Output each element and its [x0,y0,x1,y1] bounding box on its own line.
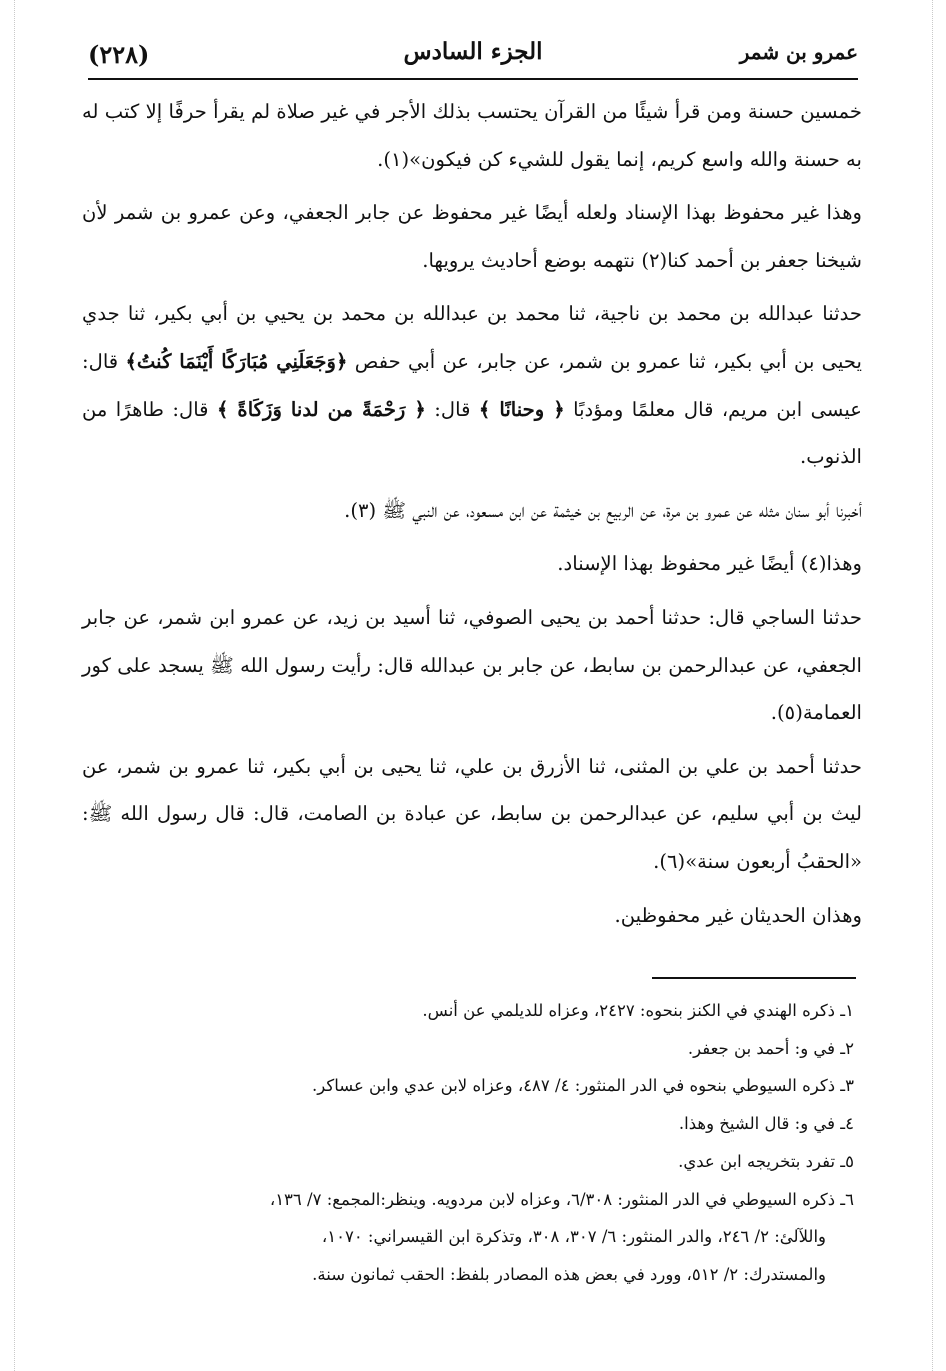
paragraph: حدثنا الساجي قال: حدثنا أحمد بن يحيى الصوفي، ثنا أسيد بن زيد، عن عمرو ابن شمر، عن جابر الجعفي، عن عبدالرحمن بن سابط، عن جابر بن عبدالله قال: رأيت رسول الله ﷺ يسجد على كور العمامة(٥). [82,605,862,725]
footnotes [82,992,854,1294]
page-guide-line [14,0,15,1371]
paragraph: وهذا غير محفوظ بهذا الإسناد ولعله أيضًا غير محفوظ عن جابر الجعفي، وعن عمرو بن شمر لأن شيخنا جعفر بن أحمد كنا(٢) نتهمه بوضع أحاديث يرويها. [82,201,862,272]
footnote: ١ـ ذكره الهندي في الكنز بنحوه: ٢٤٢٧، وعزاه للديلمي عن أنس. [422,1001,854,1020]
paragraph-text: حدثنا عبدالله بن محمد بن ناجية، ثنا محمد بن عبدالله بن محمد بن يحيي بن أبي بكير، ثنا جدي يحيى بن أبي بكير، ثنا عمرو بن شمر، عن جابر، عن أبي حفص [82,302,862,373]
narrator-title: عمرو بن شمر [739,40,858,64]
quran-verse: ﴿ رَحْمَةً من لدنا وَزَكَاةً ﴾ [216,397,426,421]
page-guide-line [932,0,933,1371]
footnote: ٣ـ ذكره السيوطي بنحوه في الدر المنثور: ٤/ ٤٨٧، وعزاه لابن عدي وابن عساكر. [312,1076,854,1096]
paragraph [82,290,862,480]
paragraph: خمسين حسنة ومن قرأ شيئًا من القرآن يحتسب بذلك الأجر في غير صلاة لم يقرأ حرفًا إلا كتب له به حسنة والله واسع كريم، إنما يقول للشيء كن فيكون»(١). [82,100,862,171]
paragraph: وهذا(٤) أيضًا غير محفوظ بهذا الإسناد. [557,552,862,576]
paragraph: أخبرنا أبو سنان مثله عن عمرو بن مرة، عن الربيع بن خيثمة عن ابن مسعود، عن النبي ﷺ (٣). [344,498,862,522]
header-divider [88,78,858,80]
footnote-continuation: والمستدرك: ٢/ ٥١٢، وورد في بعض هذه المصادر بلفظ: الحقب ثمانون سنة. [312,1264,826,1284]
page-number: (٢٢٨) [88,40,150,69]
paragraph: حدثنا أحمد بن علي بن المثنى، ثنا الأزرق بن علي، ثنا يحيى بن أبي بكير، ثنا عمرو بن شمر، عن ليث بن أبي سليم، عن عبدالرحمن بن سابط، عن عبادة بن الصامت، قال: قال رسول الله ﷺ: «الحقبُ أربعون سنة»(٦). [82,754,862,873]
paragraph-text: قال: طاهرًا من الذنوب. [82,397,862,469]
paragraph-text: قال: عيسى ابن مريم، قال معلمًا ومؤدبًا [82,349,862,421]
footnote: ٤ـ في و: قال الشيخ وهذا. [678,1114,854,1134]
quran-verse: ﴿ وحنانًا ﴾ [478,397,565,421]
paragraph: وهذان الحديثان غير محفوظين. [614,903,862,927]
quran-verse: ﴿وَجَعَلَنِي مُبَارَكًا أَيْنَمَا كُنتُ﴾ [125,349,348,373]
footnote: ٢ـ في و: أحمد بن جعفر. [687,1038,854,1058]
page-header [88,30,858,76]
volume-title: الجزء السادس [403,38,543,65]
main-text [82,88,862,945]
paragraph-text: قال: [434,397,471,421]
footnote: ٦ـ ذكره السيوطي في الدر المنثور: ٦/٣٠٨، وعزاه لابن مردويه. وينظر:المجمع: ٧/ ١٣٦، [269,1189,854,1209]
footnote-continuation: واللآلئ: ٢/ ٢٤٦، والدر المنثور: ٦/ ٣٠٧، ٣٠٨، وتذكرة ابن القيسراني: ١٠٧٠، [321,1227,826,1247]
footnote: ٥ـ تفرد بتخريجه ابن عدي. [678,1151,854,1171]
footnote-divider [652,977,856,979]
